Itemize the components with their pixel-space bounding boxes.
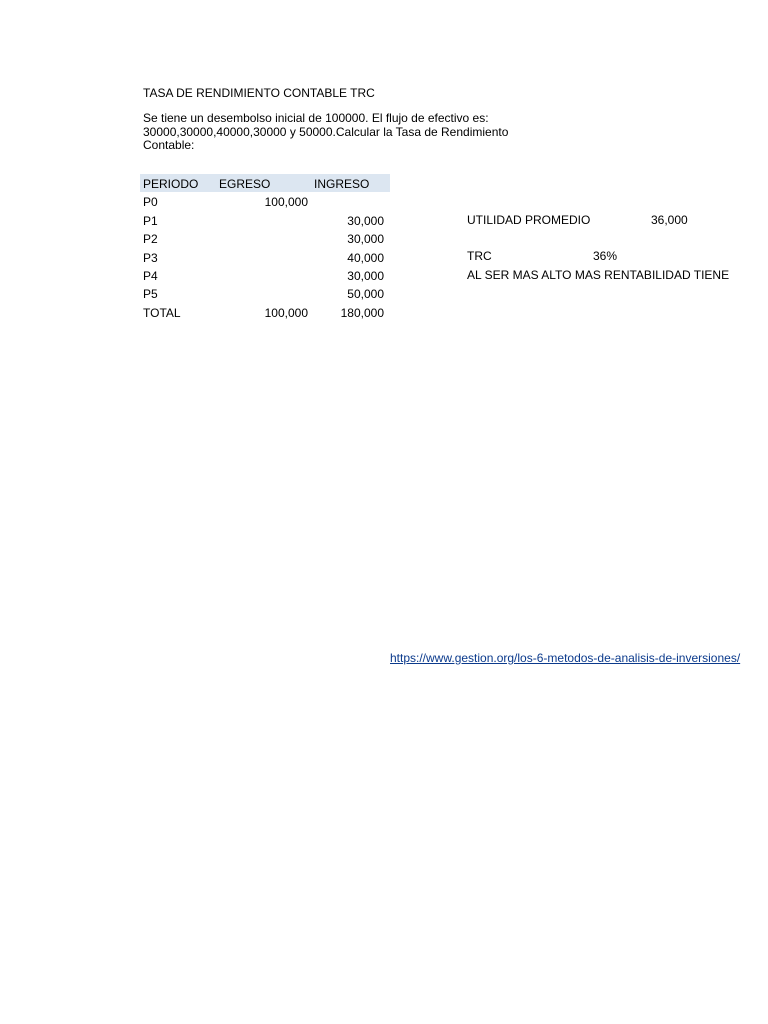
egreso-total-cell: 100,000 [264, 305, 308, 320]
ingreso-cell: 30,000 [347, 213, 384, 228]
ingreso-cell: 40,000 [347, 250, 384, 265]
table-total-row [140, 303, 390, 321]
table-row [140, 284, 390, 302]
reference-link[interactable]: https://www.gestion.org/los-6-metodos-de-analisis-de-inversiones/ [390, 651, 741, 665]
table-row [140, 248, 390, 266]
ingreso-cell: 30,000 [347, 232, 384, 247]
table-row [140, 211, 390, 229]
table-row [140, 266, 390, 284]
period-cell: P0 [143, 195, 158, 210]
header-ingreso: INGRESO [314, 177, 370, 191]
egreso-cell: 100,000 [264, 195, 308, 210]
trc-value: 36% [593, 249, 618, 263]
table-row [140, 192, 390, 210]
period-cell: P4 [143, 268, 158, 283]
ingreso-total-cell: 180,000 [340, 305, 384, 320]
period-cell: P2 [143, 232, 158, 247]
header-period: PERIODO [143, 177, 199, 191]
ingreso-cell: 30,000 [347, 268, 384, 283]
period-cell: TOTAL [143, 305, 181, 320]
table-header-row [140, 174, 390, 192]
utilidad-value: 36,000 [651, 213, 688, 227]
problem-statement: Se tiene un desembolso inicial de 100000. El flujo de efectivo es: 30000,30000,40000,30000 y 50000.Calcular la Tasa de Rendimiento Contable: [143, 111, 509, 152]
ingreso-cell: 50,000 [347, 287, 384, 302]
period-cell: P3 [143, 250, 158, 265]
rentabilidad-note: AL SER MAS ALTO MAS RENTABILIDAD TIENE [467, 268, 730, 282]
cash-flow-table [140, 174, 390, 321]
period-cell: P5 [143, 287, 158, 302]
period-cell: P1 [143, 213, 158, 228]
table-row [140, 229, 390, 247]
header-egreso: EGRESO [219, 177, 271, 191]
trc-label: TRC [467, 249, 492, 263]
document-title: TASA DE RENDIMIENTO CONTABLE TRC [143, 86, 375, 100]
utilidad-label: UTILIDAD PROMEDIO [467, 213, 591, 227]
